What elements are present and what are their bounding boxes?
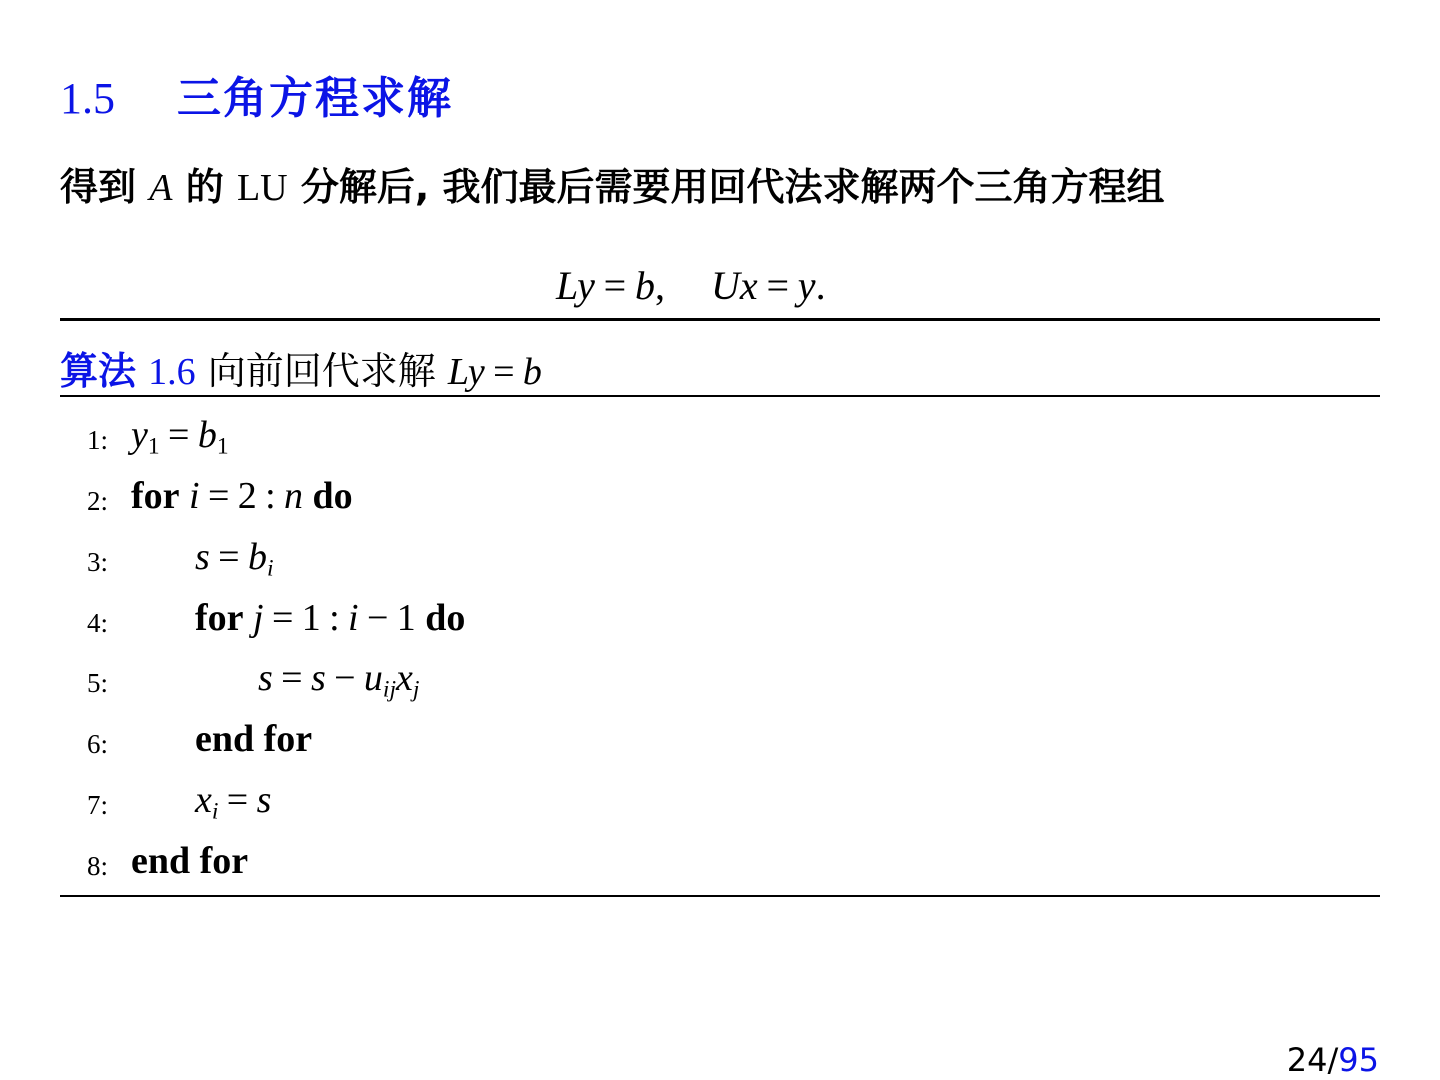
section-title: 三角方程求解: [177, 73, 453, 124]
algorithm-caption: [60, 340, 542, 395]
line-number: 8:: [87, 851, 109, 881]
section-number: 1.5: [60, 74, 115, 123]
page-counter: [1287, 1041, 1379, 1079]
algorithm-bottom-rule: [60, 895, 1380, 897]
intro-text-end: 分解后, 我们最后需要用回代法求解两个三角方程组: [300, 165, 1165, 209]
intro-text-start: 得到: [60, 165, 137, 209]
line-number: 7:: [87, 790, 109, 820]
keyword-do: do: [312, 475, 353, 517]
algorithm-title-math: Ly = b: [447, 351, 542, 393]
algorithm-label: 算法: [60, 349, 137, 393]
algo-line-2: for i = 2 : n do: [131, 475, 353, 517]
line-number: 5:: [87, 668, 109, 698]
algorithm-mid-rule: [60, 395, 1380, 397]
keyword-end-for: end for: [131, 840, 249, 882]
line-number: 6:: [87, 729, 109, 759]
intro-text-mid: 的: [185, 165, 224, 209]
algo-line-3: $s = b_i$: [195, 536, 274, 582]
algorithm-top-rule: [60, 318, 1380, 321]
algorithm-number: 1.6: [148, 351, 196, 393]
line-number: 4:: [87, 608, 109, 638]
keyword-do: do: [425, 597, 466, 639]
intro-lu: LU: [236, 167, 288, 209]
line-number: 1:: [87, 425, 109, 455]
page-current: 24: [1286, 1041, 1328, 1079]
algo-line-4: for j = 1 : i − 1 do: [195, 597, 466, 639]
page-total[interactable]: 95: [1338, 1041, 1379, 1079]
intro-paragraph: [60, 156, 1165, 211]
algo-line-6: [195, 717, 312, 761]
algo-line-5: $s = s - u_{ij}x_j$: [258, 657, 420, 703]
page-separator: /: [1327, 1041, 1339, 1079]
algo-line-7: $x_i = s$: [195, 779, 272, 825]
algo-line-1: $y_1 = b_1$: [131, 414, 229, 460]
keyword-end-for: end for: [195, 718, 313, 760]
line-number: 2:: [87, 486, 109, 516]
line-number: 3:: [87, 547, 109, 577]
intro-var-a: A: [149, 167, 173, 209]
section-heading: [60, 62, 453, 126]
algo-line-8: [131, 839, 248, 883]
keyword-for: for: [195, 597, 244, 639]
keyword-for: for: [131, 475, 180, 517]
display-equation: Ly = b, Ux = y.: [556, 263, 826, 308]
algorithm-title: 向前回代求解: [207, 349, 436, 393]
